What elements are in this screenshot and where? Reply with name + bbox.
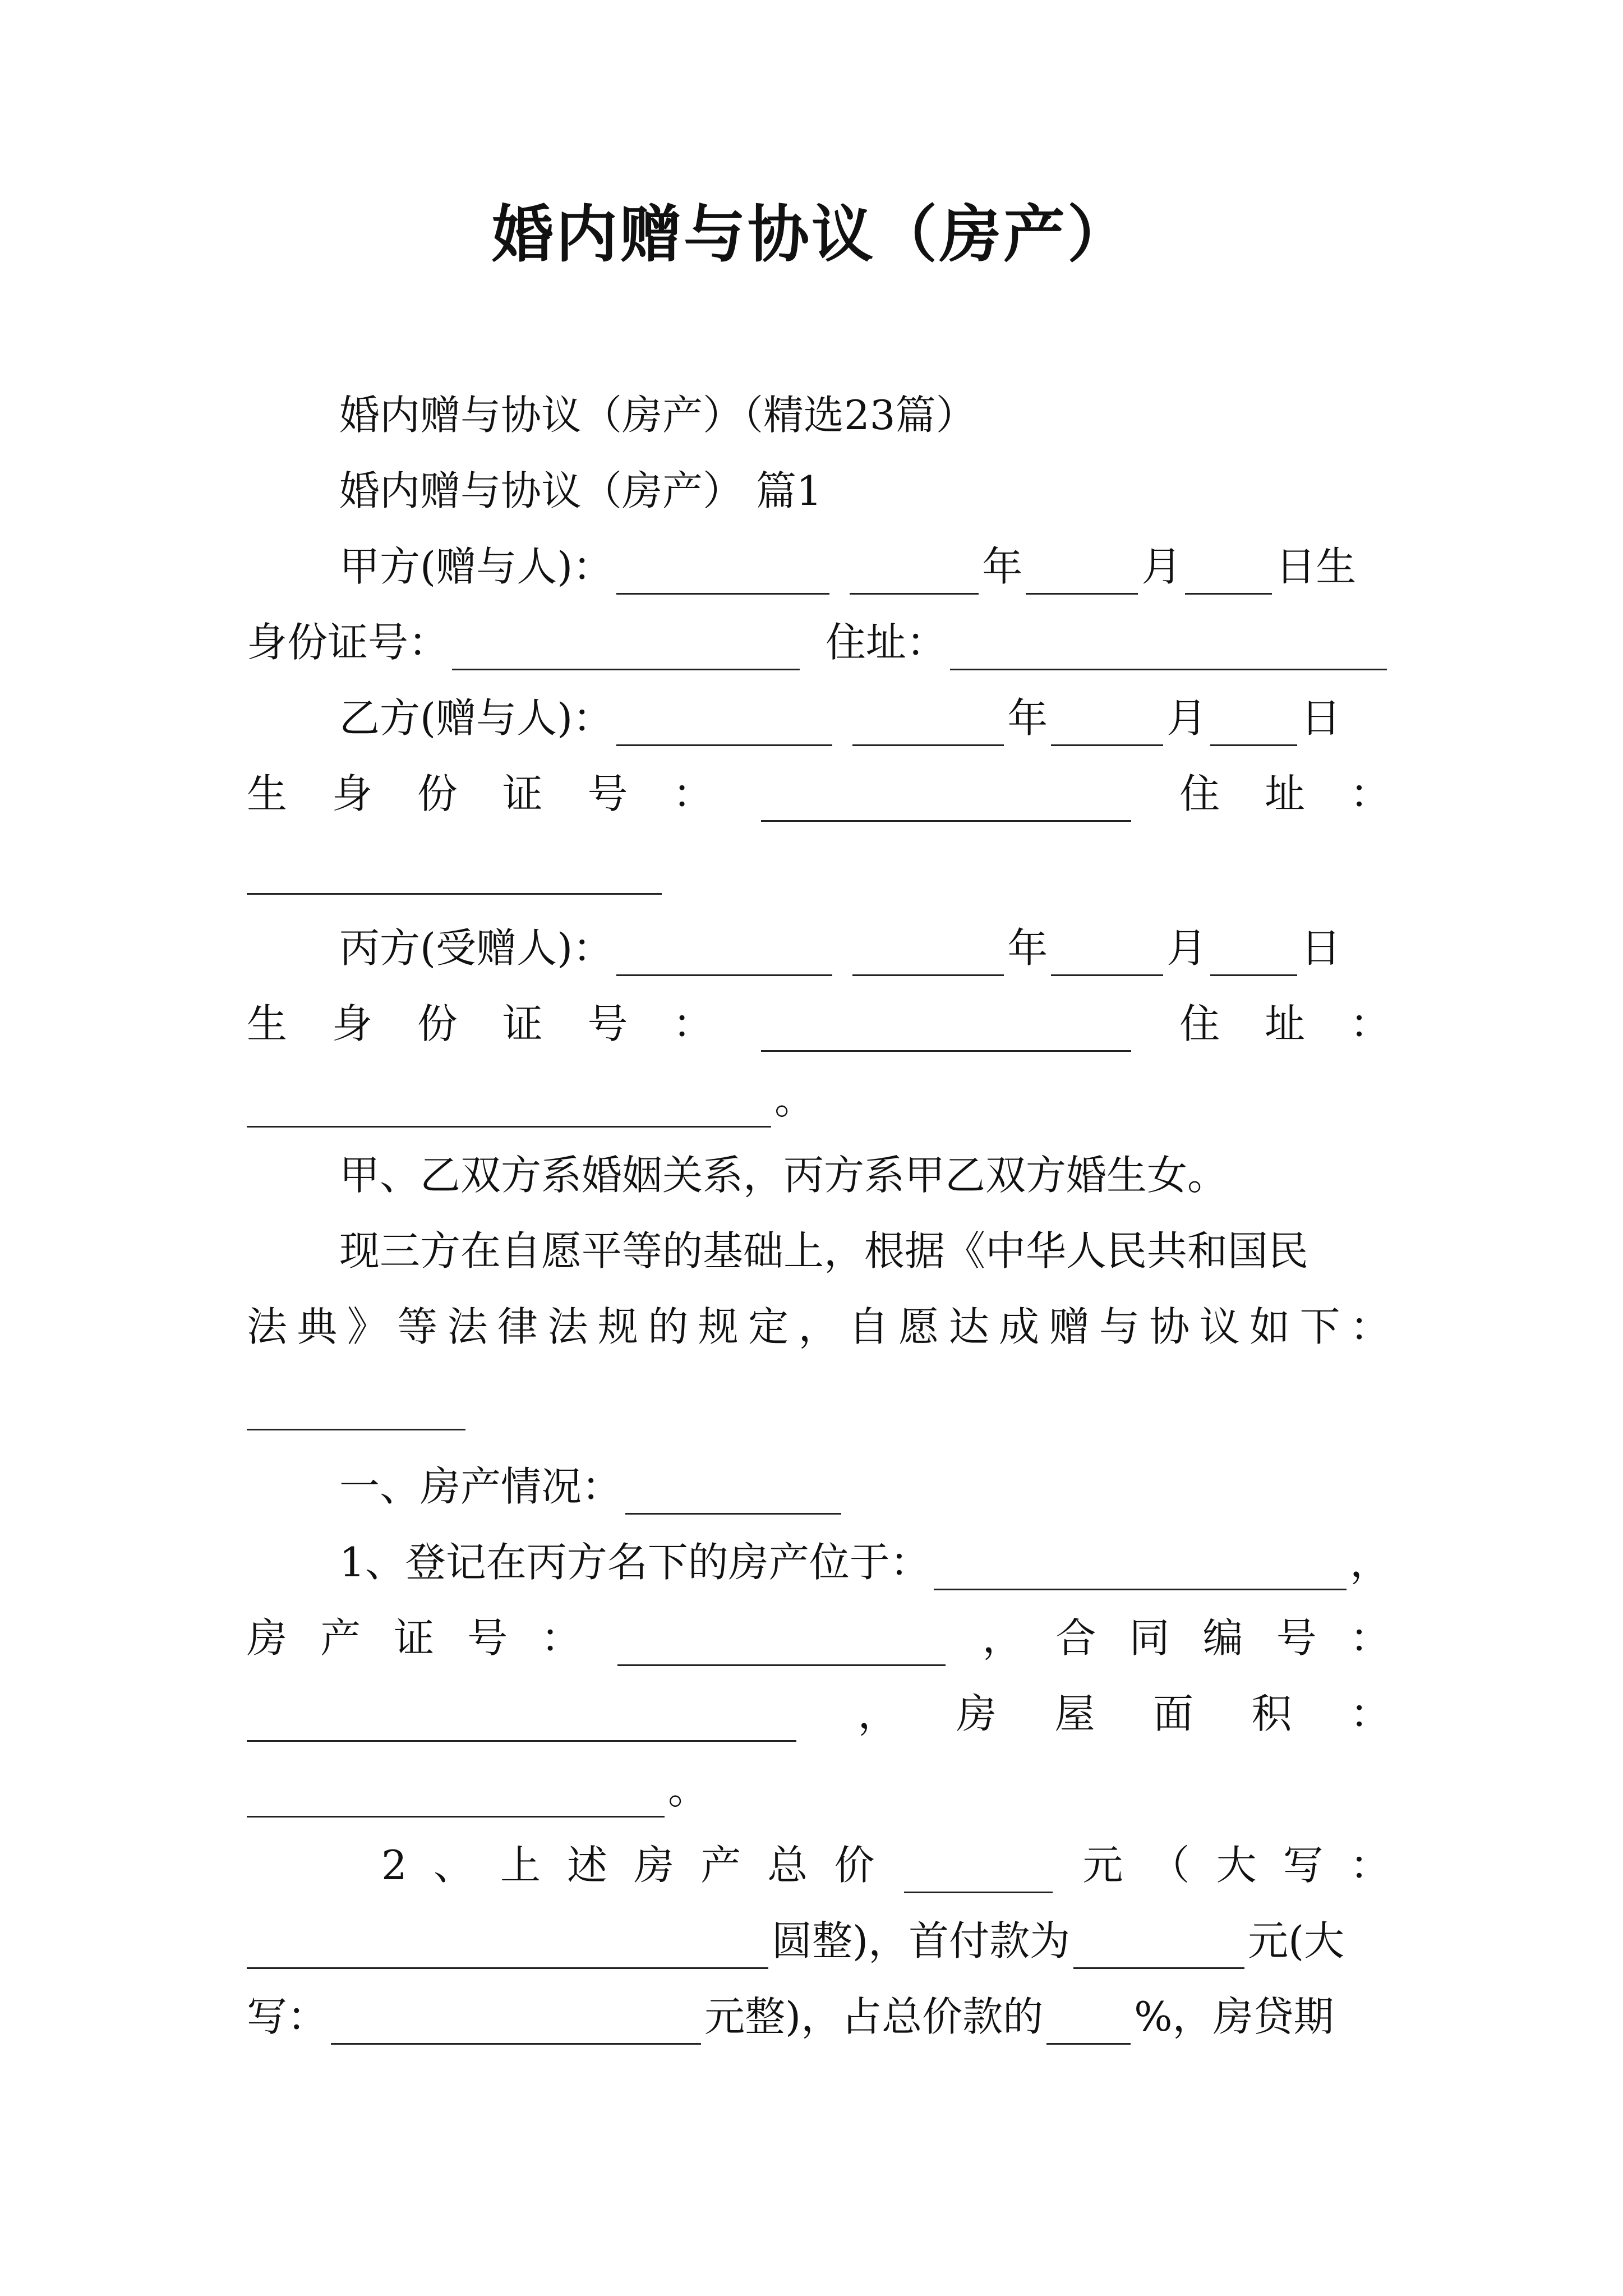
text-char: 、: [433, 1842, 474, 1889]
party-b-line: [339, 690, 1390, 746]
addr-char: 住: [1179, 1000, 1220, 1047]
id-char: 证: [502, 1000, 543, 1047]
party-b-month-blank[interactable]: [1051, 701, 1163, 746]
party-a-name-blank[interactable]: [616, 549, 829, 595]
party-b-id-line: [247, 766, 1390, 822]
party-c-month-blank[interactable]: [1051, 931, 1163, 976]
party-a-id-line: [247, 614, 1390, 670]
item1-title: 一、房产情况：: [339, 1463, 623, 1510]
text-char: 成: [999, 1303, 1040, 1350]
month-label: 月: [1166, 924, 1207, 972]
text-char: 定: [748, 1303, 789, 1350]
text-char: ：: [1349, 1614, 1390, 1662]
month-label: 月: [1141, 543, 1182, 590]
party-b-id-blank[interactable]: [761, 776, 1131, 822]
total-price-blank[interactable]: [904, 1848, 1053, 1893]
area-blank-line: [247, 1761, 1390, 1818]
document-title: 婚内赠与协议（房产）: [492, 198, 1131, 270]
party-b-day-blank[interactable]: [1210, 701, 1297, 746]
text-char: 议: [1199, 1303, 1240, 1350]
text-char: 2: [381, 1842, 407, 1889]
text-char: 屋: [1054, 1690, 1095, 1737]
id-char: 身: [331, 770, 372, 817]
text-char: 编: [1202, 1614, 1243, 1662]
party-b-address-blank[interactable]: [247, 892, 662, 895]
text-char: 法: [247, 1303, 288, 1350]
id-char: 份: [417, 770, 458, 817]
text-char: 价: [834, 1842, 875, 1889]
text-char: 号: [467, 1614, 508, 1662]
text-char: 法: [447, 1303, 488, 1350]
id-char: 号: [587, 1000, 628, 1047]
text-char: 愿: [898, 1303, 939, 1350]
id-label: 身份证号：: [247, 619, 449, 666]
id-char: 号: [587, 770, 628, 817]
down-payment-capital-blank[interactable]: [331, 1999, 701, 2045]
party-c-year-blank[interactable]: [852, 931, 1004, 976]
text-char: 赠: [1049, 1303, 1090, 1350]
text-char: 等: [397, 1303, 438, 1350]
relation-paragraph: 甲、乙双方系婚姻关系，丙方系甲乙双方婚生女。: [339, 1152, 1228, 1199]
text-char: ：: [1349, 1303, 1390, 1350]
party-a-month-blank[interactable]: [1026, 549, 1138, 595]
text-char: 达: [948, 1303, 989, 1350]
property-cert-blank[interactable]: [617, 1621, 946, 1666]
item2-line1: [381, 1837, 1390, 1893]
text-char: 面: [1152, 1690, 1193, 1737]
day-born-label: 日生: [1275, 543, 1357, 590]
party-a-day-blank[interactable]: [1185, 549, 1272, 595]
item2-line2: [247, 1913, 1390, 1969]
text-char: 合: [1055, 1614, 1096, 1662]
text-char: 产: [320, 1614, 361, 1662]
text-char: 产: [700, 1842, 741, 1889]
text-char: 大: [1216, 1842, 1257, 1889]
day-label: 日: [1301, 694, 1341, 742]
loan-term-text: %，房贷期: [1134, 1993, 1334, 2040]
basis-paragraph-line1: 现三方在自愿平等的基础上，根据《中华人民共和国民: [339, 1227, 1309, 1274]
text-char: 证: [394, 1614, 435, 1662]
text-char: 号: [1276, 1614, 1317, 1662]
addr-char: 址: [1264, 770, 1305, 817]
section-heading: 婚内赠与协议（房产） 篇1: [339, 467, 822, 514]
id-char: 证: [502, 770, 543, 817]
party-a-line: [339, 539, 1390, 595]
comma: ，: [1349, 1539, 1390, 1586]
text-char: 写: [1283, 1842, 1324, 1889]
year-label: 年: [982, 543, 1023, 590]
text-char: 法: [547, 1303, 588, 1350]
address-label: 住址：: [826, 619, 947, 666]
text-char: 如: [1249, 1303, 1290, 1350]
addr-char: ：: [1349, 770, 1390, 817]
party-c-day-blank[interactable]: [1210, 931, 1297, 976]
text-char: 积: [1251, 1690, 1292, 1737]
house-location-blank[interactable]: [934, 1545, 1347, 1590]
addr-char: 住: [1179, 770, 1220, 817]
party-a-year-blank[interactable]: [850, 549, 979, 595]
contract-area-line: [247, 1686, 1390, 1742]
id-char: ：: [672, 770, 713, 817]
text-char: 典: [297, 1303, 338, 1350]
party-c-id-blank[interactable]: [761, 1006, 1131, 1052]
text-char: 律: [497, 1303, 538, 1350]
addr-char: ：: [1349, 1000, 1390, 1047]
party-b-name-blank[interactable]: [616, 701, 832, 746]
text-char: 房: [956, 1690, 997, 1737]
total-price-capital-blank[interactable]: [247, 1924, 768, 1969]
text-char: ：: [1349, 1842, 1390, 1889]
month-label: 月: [1166, 694, 1207, 742]
party-a-address-blank[interactable]: [950, 625, 1387, 670]
text-char: 房: [634, 1842, 675, 1889]
item1-title-line: [339, 1458, 1390, 1515]
yuan-capital-text: 元(大: [1248, 1917, 1345, 1964]
text-char: 房: [247, 1614, 288, 1662]
id-char: 份: [417, 1000, 458, 1047]
party-c-address-line: [247, 1071, 1390, 1128]
subtitle: 婚内赠与协议（房产）（精选23篇）: [339, 392, 976, 439]
party-a-label: 甲方(赠与人)：: [339, 543, 614, 590]
text-char: ：: [541, 1614, 582, 1662]
period: 。: [774, 1076, 815, 1123]
contract-number-blank[interactable]: [247, 1696, 796, 1742]
text-char: ：: [1349, 1690, 1390, 1737]
id-char: ：: [672, 1000, 713, 1047]
house-area-blank[interactable]: [247, 1772, 665, 1818]
text-char: 规: [698, 1303, 739, 1350]
text-char: 同: [1129, 1614, 1170, 1662]
text-char: 与: [1099, 1303, 1140, 1350]
capital-label: 写：: [247, 1993, 328, 2040]
party-a-id-blank[interactable]: [452, 625, 800, 670]
text-char: 协: [1149, 1303, 1190, 1350]
year-label: 年: [1007, 694, 1048, 742]
down-payment-blank[interactable]: [1073, 1924, 1244, 1969]
text-char: 下: [1299, 1303, 1340, 1350]
party-c-id-line: [247, 996, 1390, 1052]
id-char: 身: [331, 1000, 372, 1047]
party-b-year-blank[interactable]: [852, 701, 1004, 746]
addr-char: 址: [1264, 1000, 1305, 1047]
day-label: 日: [1301, 924, 1341, 972]
text-char: （: [1149, 1842, 1190, 1889]
item2-line3: [247, 1989, 1390, 2045]
item1-1-line: [339, 1534, 1390, 1590]
text-char: ，: [798, 1303, 839, 1350]
basis-paragraph-line2: [247, 1299, 1390, 1355]
down-payment-text: 圆整)，首付款为: [772, 1917, 1071, 1964]
text-char: 自: [848, 1303, 889, 1350]
item1-1-text: 1、登记在丙方名下的房产位于：: [339, 1539, 930, 1586]
ratio-blank[interactable]: [1046, 1999, 1131, 2045]
born-label: 生: [247, 770, 288, 817]
text-char: 》: [347, 1303, 388, 1350]
house-situation-blank[interactable]: [625, 1469, 841, 1515]
text-char: ，: [982, 1614, 1023, 1662]
ratio-text: 元整)，占总价款的: [704, 1993, 1044, 2040]
text-char: 规: [597, 1303, 638, 1350]
party-b-label: 乙方(赠与人)：: [339, 694, 614, 742]
party-c-line: [339, 920, 1390, 976]
text-char: ，: [857, 1690, 898, 1737]
year-label: 年: [1007, 924, 1048, 972]
text-char: 述: [567, 1842, 608, 1889]
yuan-label: 元: [1082, 1842, 1123, 1889]
period: 。: [668, 1766, 709, 1813]
party-c-address-blank[interactable]: [247, 1082, 771, 1128]
party-c-label: 丙方(受赠人)：: [339, 924, 614, 972]
cert-contract-line: [247, 1610, 1390, 1666]
text-char: 上: [500, 1842, 541, 1889]
text-char: 的: [648, 1303, 689, 1350]
born-label: 生: [247, 1000, 288, 1047]
text-char: 总: [767, 1842, 808, 1889]
basis-blank[interactable]: [247, 1428, 465, 1430]
party-c-name-blank[interactable]: [616, 931, 832, 976]
